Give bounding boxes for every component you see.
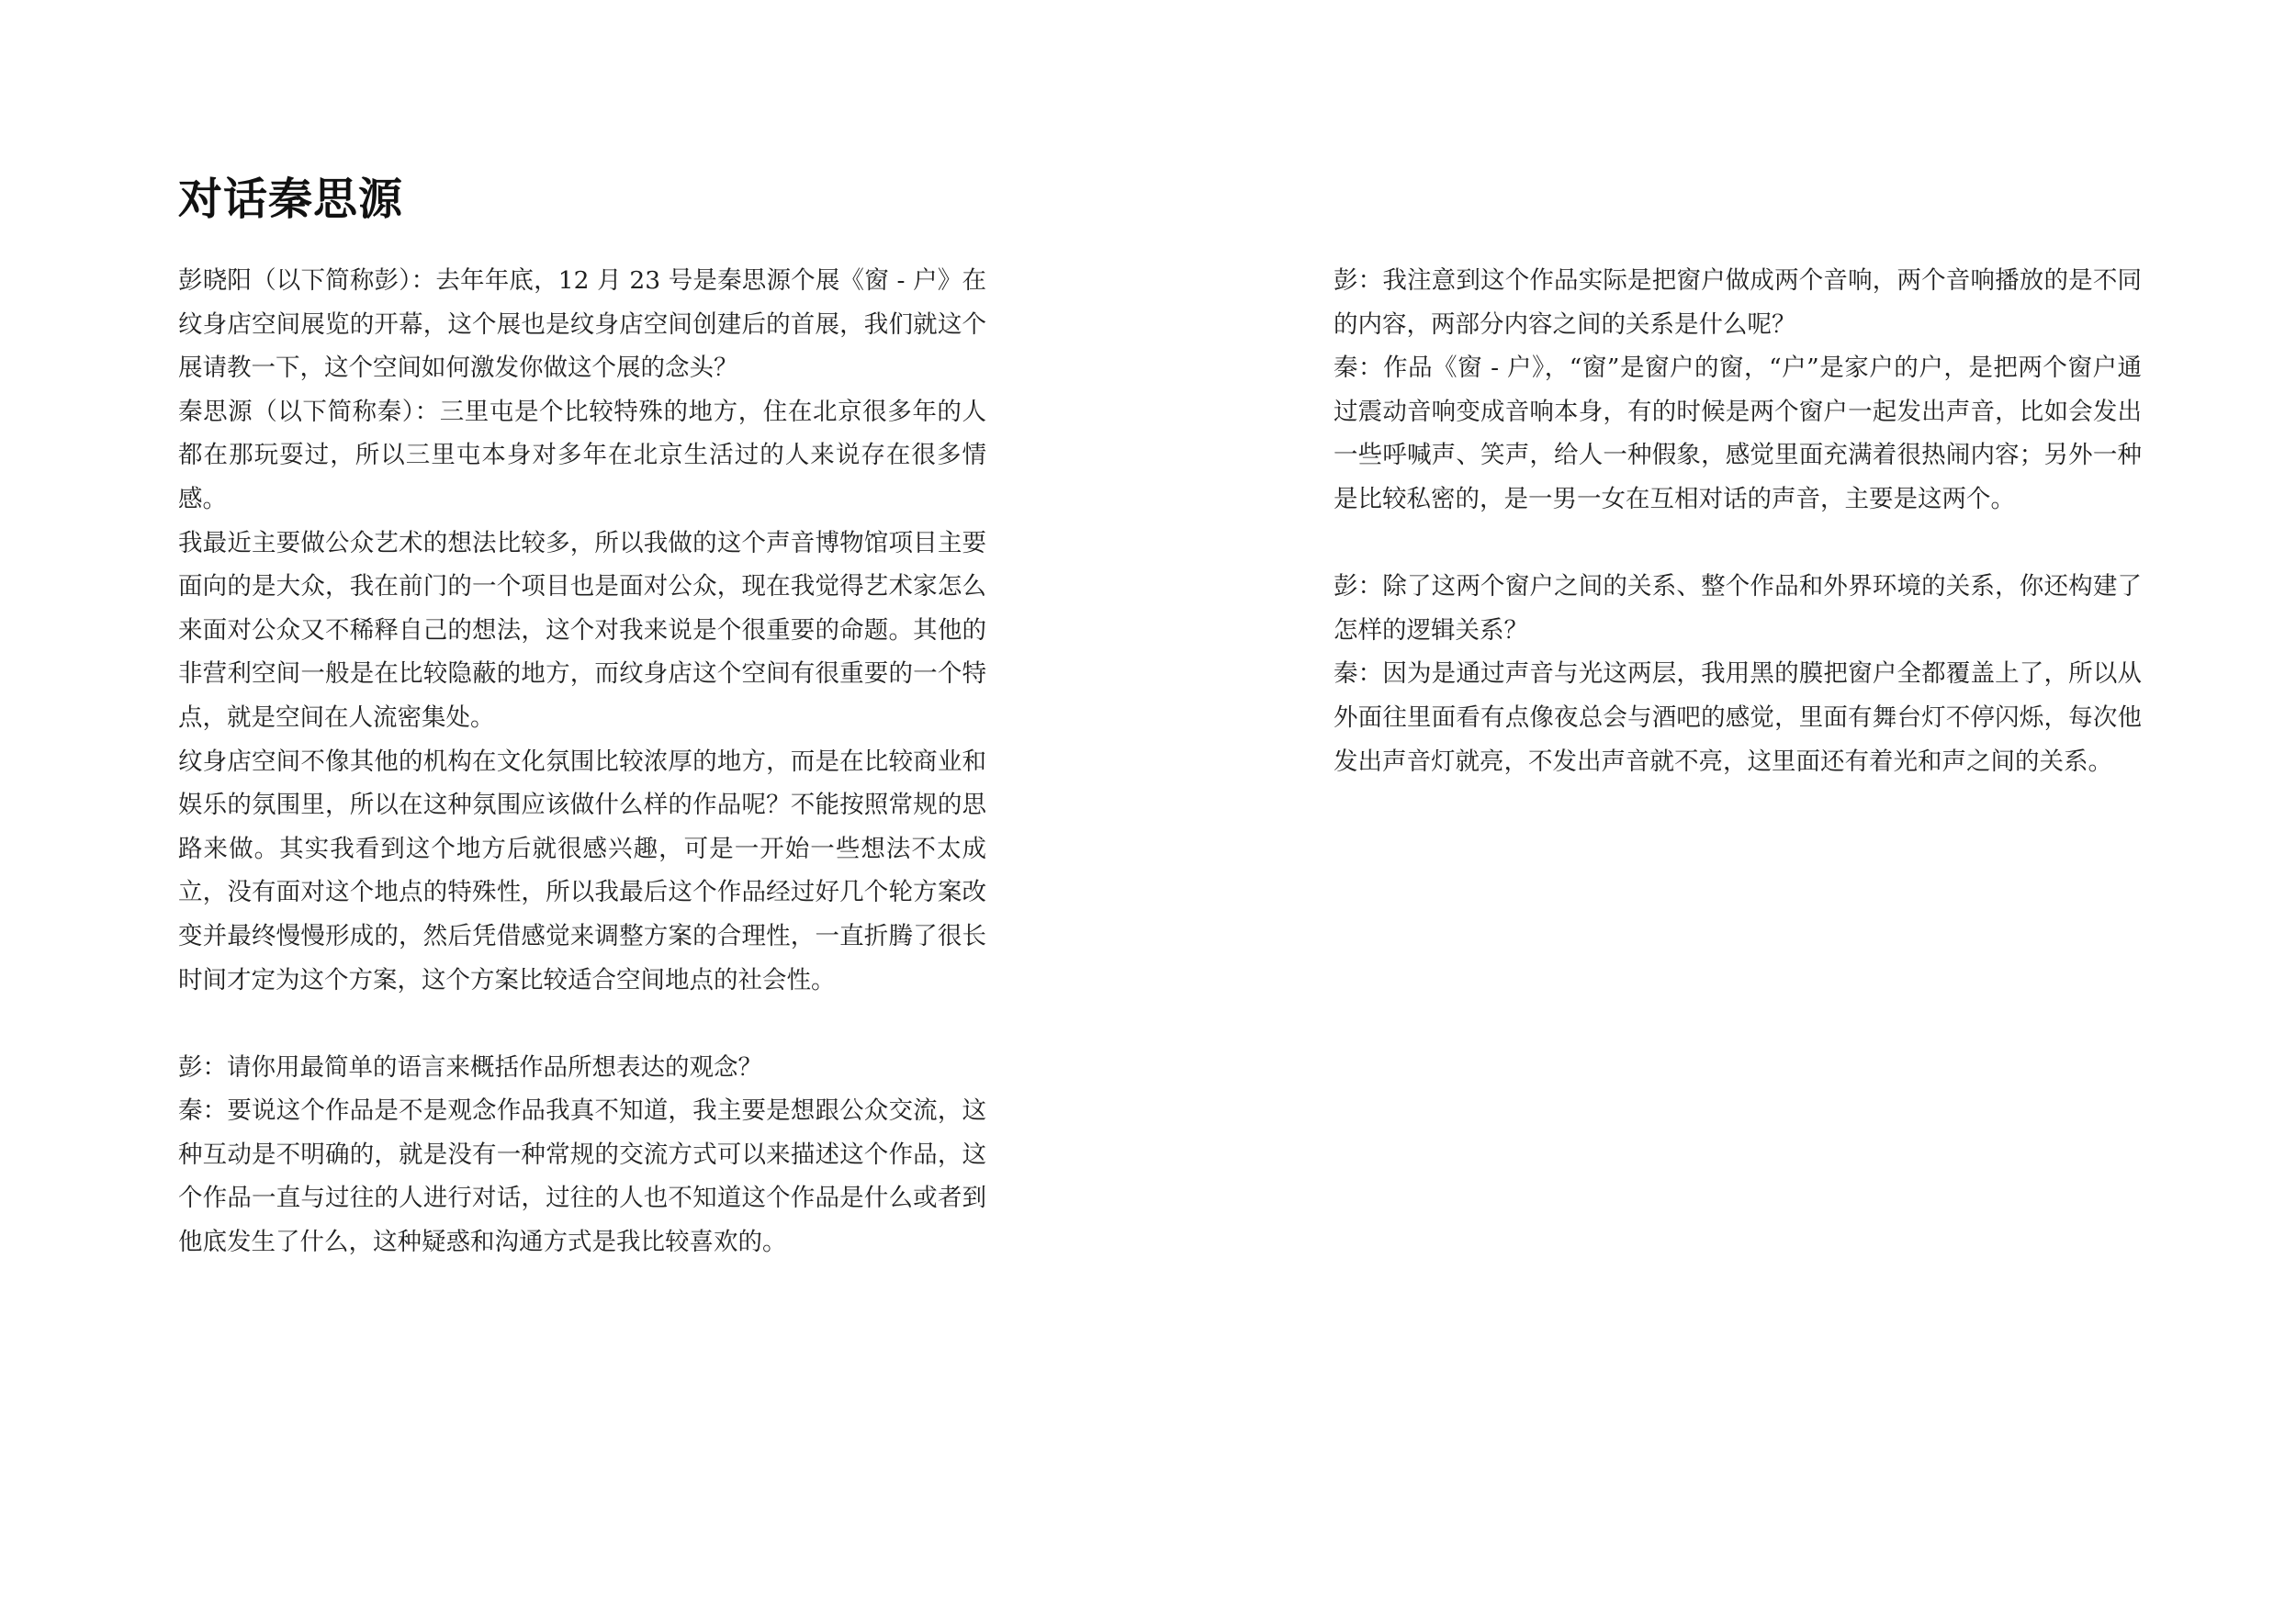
paragraph-answer-sanlitun: 秦思源（以下简称秦）：三里屯是个比较特殊的地方，住在北京很多年的人都在那玩耍过，所以三里屯本身对多年在北京生活过的人来说存在很多情感。 [178, 397, 986, 513]
paragraph-spacer [1334, 522, 2142, 566]
paragraph-question-logic: 彭：除了这两个窗户之间的关系、整个作品和外界环境的关系，你还构建了怎样的逻辑关系？ [1334, 572, 2142, 645]
paragraph-answer-logic: 秦：因为是通过声音与光这两层，我用黑的膜把窗户全都覆盖上了，所以从外面往里面看有点像夜总会与酒吧的感觉，里面有舞台灯不停闪烁，每次他发出声音灯就亮，不发出声音就不亮，这里面还有着光和声之间的关系。 [1334, 659, 2142, 776]
paragraph-public-art: 我最近主要做公众艺术的想法比较多，所以我做的这个声音博物馆项目主要面向的是大众，我在前门的一个项目也是面对公众，现在我觉得艺术家怎么来面对公众又不稀释自己的想法，这个对我来说是个很重要的命题。其他的非营利空间一般是在比较隐蔽的地方，而纹身店这个空间有很重要的一个特点，就是空间在人流密集处。 [178, 528, 986, 732]
paragraph-answer-speakers: 秦：作品《窗 - 户》，“窗”是窗户的窗，“户”是家户的户，是把两个窗户通过震动音响变成音响本身，有的时候是两个窗户一起发出声音，比如会发出一些呼喊声、笑声，给人一种假象，感觉里面充满着很热闹内容；另外一种是比较私密的，是一男一女在互相对话的声音，主要是这两个。 [1334, 354, 2142, 513]
paragraph-spacer [178, 1002, 986, 1046]
page-title: 对话秦思源 [178, 174, 404, 225]
left-column [178, 259, 986, 1264]
paragraph-question-concept: 彭：请你用最简单的语言来概括作品所想表达的观念？ [178, 1052, 762, 1082]
paragraph-answer-concept: 秦：要说这个作品是不是观念作品我真不知道，我主要是想跟公众交流，这种互动是不明确的，就是没有一种常规的交流方式可以来描述这个作品，这个作品一直与过往的人进行对话，过往的人也不知道这个作品是什么或者到他底发生了什么，这种疑惑和沟通方式是我比较喜欢的。 [178, 1096, 986, 1257]
paragraph-tattoo-space: 纹身店空间不像其他的机构在文化氛围比较浓厚的地方，而是在比较商业和娱乐的氛围里，所以在这种氛围应该做什么样的作品呢？不能按照常规的思路来做。其实我看到这个地方后就很感兴趣，可是一开始一些想法不太成立，没有面对这个地点的特殊性，所以我最后这个作品经过好几个轮方案改变并最终慢慢形成的，然后凭借感觉来调整方案的合理性，一直折腾了很长时间才定为这个方案，这个方案比较适合空间地点的社会性。 [178, 747, 986, 995]
paragraph-intro-question: 彭晓阳（以下简称彭）：去年年底，12 月 23 号是秦思源个展《窗 - 户》在纹身店空间展览的开幕，这个展也是纹身店空间创建后的首展，我们就这个展请教一下，这个空间如何激发你做这个展的念头？ [178, 266, 986, 383]
paragraph-question-speakers: 彭：我注意到这个作品实际是把窗户做成两个音响，两个音响播放的是不同的内容，两部分内容之间的关系是什么呢？ [1334, 266, 2142, 339]
right-column [1334, 259, 2142, 783]
